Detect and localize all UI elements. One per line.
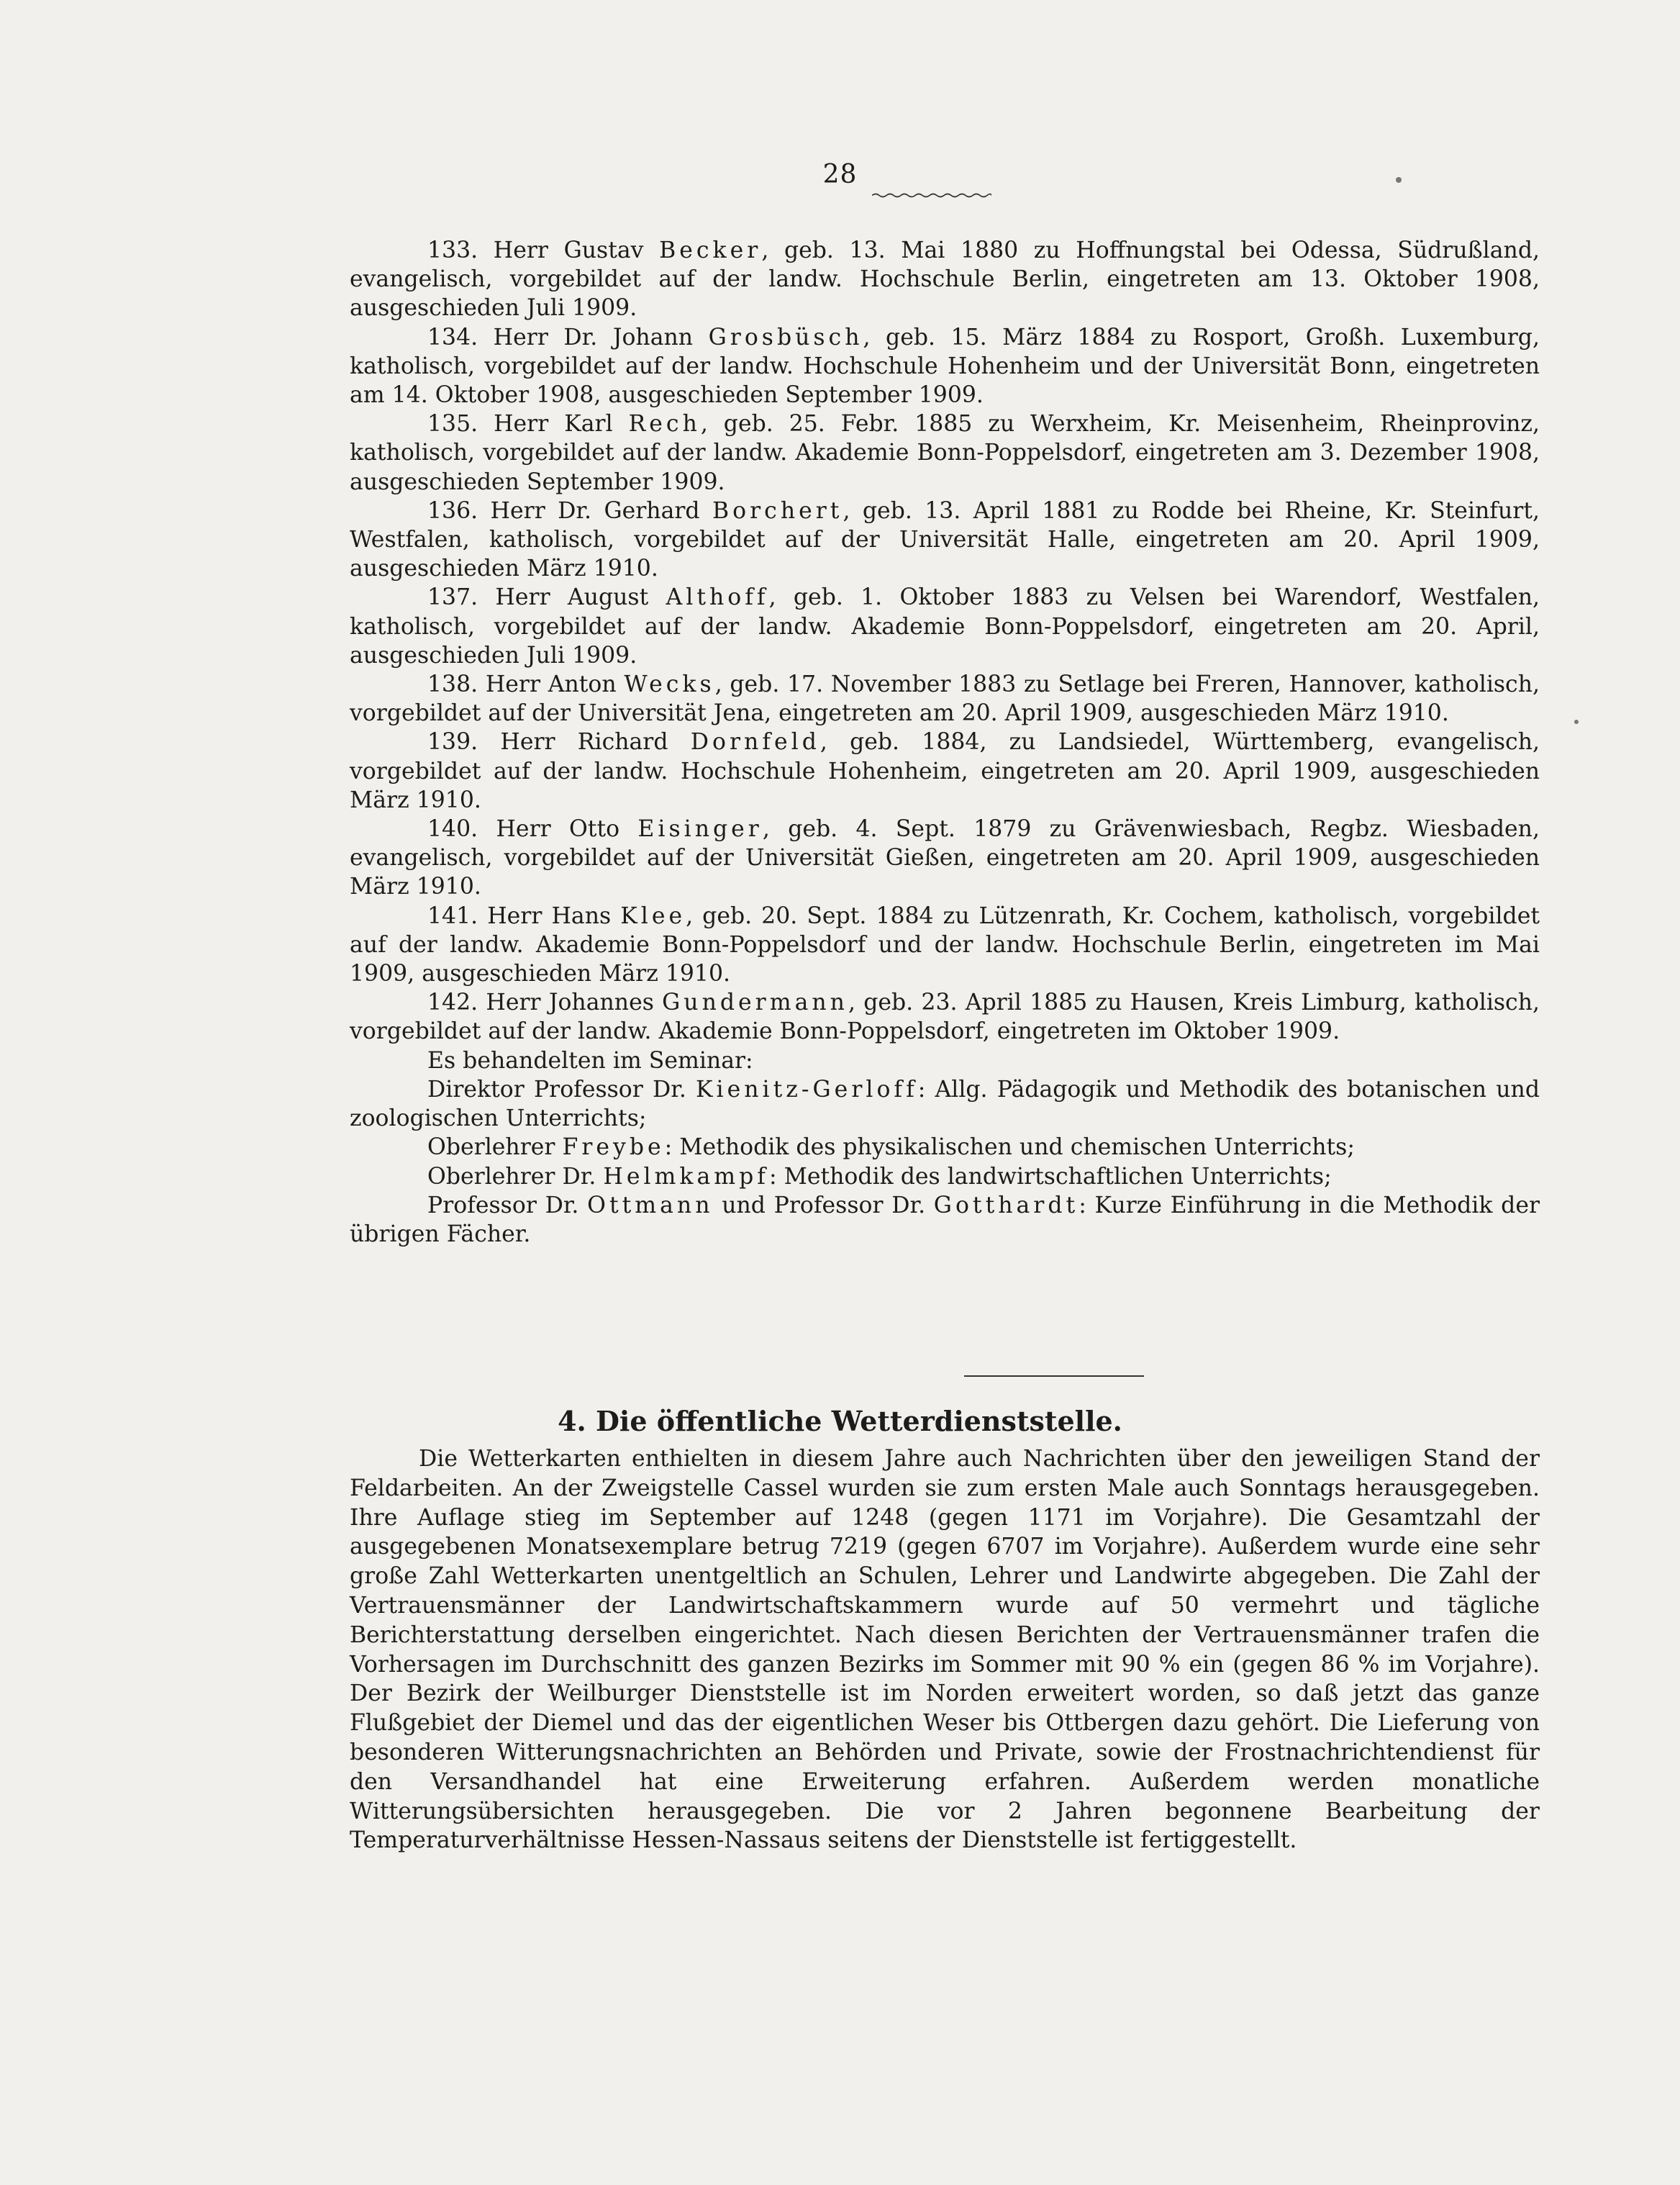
list-item: 136. Herr Dr. Gerhard Borchert, geb. 13. April 1881 zu Rodde bei Rheine, Kr. Steinfurt, Westfalen, katholisch, vorgebildet auf der Universität Halle, eingetreten am 20. April 1909, ausgeschieden März 1910. xyxy=(350,497,1540,582)
list-item: 138. Herr Anton Wecks, geb. 17. November 1883 zu Setlage bei Freren, Hannover, katholisch, vorgebildet auf der Universität Jena, eingetreten am 20. April 1909, ausgeschieden März 1910. xyxy=(350,671,1540,727)
list-item: 135. Herr Karl Rech, geb. 25. Febr. 1885 zu Werxheim, Kr. Meisenheim, Rheinprovinz, katholisch, vorgebildet auf der landw. Akademie Bonn-Poppelsdorf, eingetreten am 3. Dezember 1908, ausgeschieden September 1909. xyxy=(350,411,1540,495)
seminar-item: Oberlehrer Dr. Helmkampf: Methodik des landwirtschaftlichen Unterrichts; xyxy=(427,1163,1332,1190)
teacher-name: Kienitz-Gerloff xyxy=(696,1076,918,1103)
page-number: 28 xyxy=(822,160,858,189)
surname: Borchert xyxy=(712,497,843,524)
seminar-item: Oberlehrer Freybe: Methodik des physikalischen und chemischen Unterrichts; xyxy=(427,1134,1355,1161)
surname: Becker xyxy=(659,238,762,263)
teacher-name: Gotthardt xyxy=(933,1192,1079,1218)
list-item: 134. Herr Dr. Johann Grosbüsch, geb. 15. März 1884 zu Rosport, Großh. Luxemburg, katholisch, vorgebildet auf der landw. Hochschule Hohenheim und der Universität Bonn, eingetreten am 14. Oktober 1908, ausgeschieden September 1909. xyxy=(350,324,1540,409)
print-speck xyxy=(1396,177,1402,183)
section-heading: 4. Die öffentliche Wetterdienststelle. xyxy=(558,1405,1122,1437)
print-speck xyxy=(1574,720,1579,724)
list-item: 139. Herr Richard Dornfeld, geb. 1884, zu Landsiedel, Württemberg, evangelisch, vorgebildet auf der landw. Hochschule Hohenheim, eingetreten am 20. April 1909, ausgeschieden März 1910. xyxy=(350,729,1540,813)
surname: Eisinger xyxy=(637,816,763,843)
section-body xyxy=(350,1444,1540,1855)
list-item: 133. Herr Gustav Becker, geb. 13. Mai 1880 zu Hoffnungstal bei Odessa, Südrußland, evangelisch, vorgebildet auf der landw. Hochschule Berlin, eingetreten am 13. Oktober 1908, ausgeschieden Juli 1909. xyxy=(350,238,1540,322)
seminar-intro: Es behandelten im Seminar: xyxy=(427,1047,753,1074)
list-item: 142. Herr Johannes Gundermann, geb. 23. April 1885 zu Hausen, Kreis Limburg, katholisch, vorgebildet auf der landw. Akademie Bonn-Poppelsdorf, eingetreten im Oktober 1909. xyxy=(350,990,1540,1045)
ornamental-rule xyxy=(872,193,991,198)
surname: Gundermann xyxy=(662,990,848,1016)
surname: Wecks xyxy=(624,671,715,698)
surname: Klee xyxy=(620,902,686,929)
seminar-item: Professor Dr. Ottmann und Professor Dr. Gotthardt: Kurze Einführung in die Methodik der übrigen Fächer. xyxy=(350,1192,1540,1247)
list-item: 137. Herr August Althoff, geb. 1. Oktober 1883 zu Velsen bei Warendorf, Westfalen, katholisch, vorgebildet auf der landw. Akademie Bonn-Poppelsdorf, eingetreten am 20. April, ausgeschieden Juli 1909. xyxy=(350,584,1540,669)
surname: Grosbüsch xyxy=(708,324,863,350)
seminar-item: Direktor Professor Dr. Kienitz-Gerloff: Allg. Pädagogik und Methodik des botanischen und zoologischen Unterrichts; xyxy=(350,1076,1540,1132)
section-paragraph: Die Wetterkarten enthielten in diesem Jahre auch Nachrichten über den jeweiligen Stand der Feldarbeiten. An der Zweigstelle Cassel wurden sie zum ersten Male auch Sonntags herausgegeben. Ihre Auflage stieg im September auf 1248 (gegen 1171 im Vorjahre). Die Gesamtzahl der ausgegebenen Monatsexemplare betrug 7219 (gegen 6707 im Vorjahre). Außerdem wurde eine sehr große Zahl Wetterkarten unentgeltlich an Schulen, Lehrer und Landwirte abgegeben. Die Zahl der Vertrauensmänner der Landwirtschaftskammern wurde auf 50 vermehrt und tägliche Berichterstattung derselben eingerichtet. Nach diesen Berichten der Vertrauensmänner trafen die Vorhersagen im Durchschnitt des ganzen Bezirks im Sommer mit 90 % ein (gegen 86 % im Vorjahre). Der Bezirk der Weilburger Dienststelle ist im Norden erweitert worden, so daß jetzt das ganze Flußgebiet der Diemel und das der eigentlichen Weser bis Ottbergen dazu gehört. Die Lieferung von besonderen Witterungsnachrichten an Behörden und Private, sowie der Frostnachrichtendienst für den Versandhandel hat eine Erweiterung erfahren. Außerdem werden monatliche Witterungsübersichten herausgegeben. Die vor 2 Jahren begonnene Bearbeitung der Temperaturverhältnisse Hessen-Nassaus seitens der Dienststelle ist fertiggestellt. xyxy=(350,1446,1540,1854)
list-item: 141. Herr Hans Klee, geb. 20. Sept. 1884 zu Lützenrath, Kr. Cochem, katholisch, vorgebildet auf der landw. Akademie Bonn-Poppelsdorf und der landw. Hochschule Berlin, eingetreten im Mai 1909, ausgeschieden März 1910. xyxy=(350,902,1540,987)
surname: Dornfeld xyxy=(690,729,820,756)
teacher-name: Freybe xyxy=(562,1134,665,1161)
surname: Althoff xyxy=(666,584,769,611)
section-divider xyxy=(964,1375,1144,1377)
list-item: 140. Herr Otto Eisinger, geb. 4. Sept. 1879 zu Grävenwiesbach, Regbz. Wiesbaden, evangelisch, vorgebildet auf der Universität Gießen, eingetreten am 20. April 1909, ausgeschieden März 1910. xyxy=(350,816,1540,900)
teacher-name: Ottmann xyxy=(587,1192,714,1218)
surname: Rech xyxy=(628,411,701,438)
student-list xyxy=(350,236,1540,1249)
teacher-name: Helmkampf xyxy=(603,1163,769,1190)
